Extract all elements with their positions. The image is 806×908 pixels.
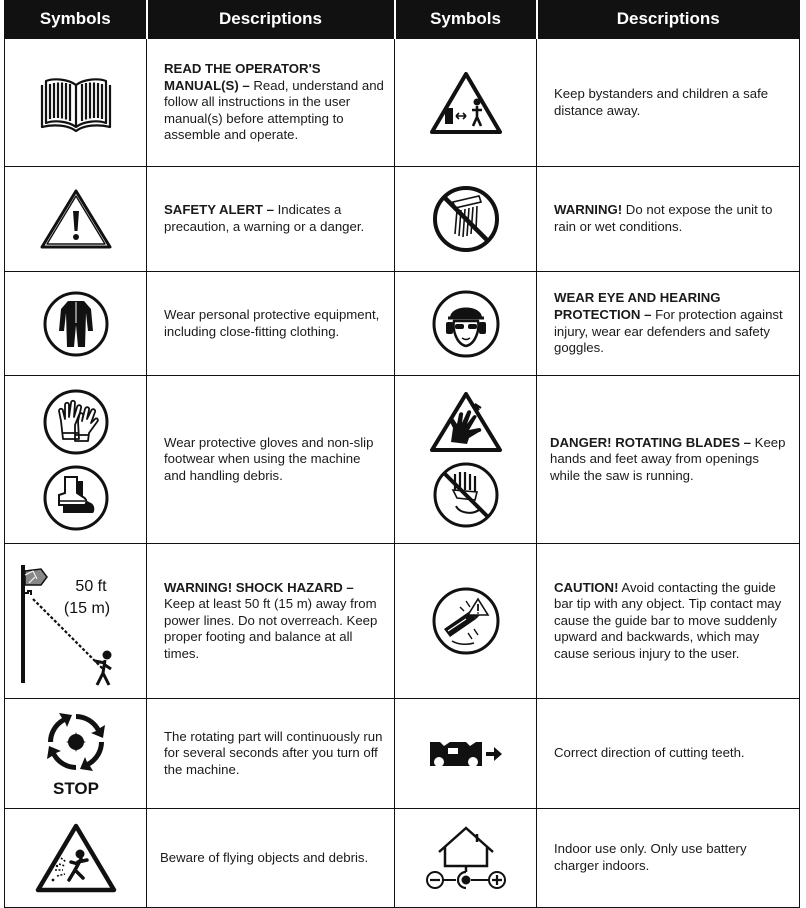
symbol-cell [5,544,147,699]
description-cell [537,699,800,809]
header-symbols-right: Symbols [395,0,537,39]
stop-label: STOP [52,778,99,798]
distance-m-label: (15 m) [63,600,110,617]
no-rain-icon [431,184,501,254]
bystanders-distance-icon [429,70,503,136]
description-cell [147,39,395,167]
description-text: Keep bystanders and children a safe distance away. [554,85,769,118]
description-text: The rotating part will continuously run for several seconds after you turn off the machine. [164,728,383,777]
header-row [5,0,800,39]
rotating-stop-icon [41,708,111,800]
description-cell [537,809,800,908]
symbol-cell [395,272,537,376]
header-descriptions-right: Descriptions [537,0,800,39]
symbol-cell [395,544,537,699]
description-cell [147,376,395,544]
safety-alert-icon [39,187,113,251]
description-bold: WEAR EYE AND HEARING PROTECTION – [554,290,721,322]
description-text: For protection against injury, wear ear defenders and safety goggles. [554,306,783,356]
description-text: Indoor use only. Only use battery charger indoors. [554,841,747,873]
symbol-cell [5,272,147,376]
symbol-cell [395,39,537,167]
symbol-cell [395,167,537,272]
description-cell [147,167,395,272]
description-text: Keep at least 50 ft (15 m) away from power lines. Do not overreach. Keep proper footing and balance at all times. [164,596,378,661]
description-text: Avoid contacting the guide bar tip with any object. Tip contact may cause the guide bar to move suddenly upward and backwards, which may cause serious injury to the user. [554,579,782,661]
boots-icon [41,463,111,533]
cutting-direction-icon [426,734,506,774]
description-bold: WARNING! SHOCK HAZARD – [164,579,354,595]
description-bold: SAFETY ALERT – [164,202,274,218]
header-descriptions-left: Descriptions [147,0,395,39]
description-text: Beware of flying objects and debris. [160,849,369,865]
description-cell [537,272,800,376]
description-cell [147,699,395,809]
description-text: Read, understand and follow all instructions in the user manual(s) before attempting to assemble and operate. [164,77,384,143]
table-row [5,809,800,908]
table-row [5,39,800,167]
description-bold: READ THE OPERATOR'S MANUAL(S) – [164,61,321,93]
description-bold: DANGER! ROTATING BLADES – [550,434,751,450]
description-cell [147,809,395,908]
indoor-charger-icon [421,822,511,894]
shock-hazard-icon [11,551,141,691]
symbol-cell [395,699,537,809]
description-text: Do not expose the unit to rain or wet conditions. [554,202,773,234]
description-cell [147,272,395,376]
description-text: Indicates a precaution, a warning or a danger. [164,202,365,234]
table-row [5,376,800,544]
description-text: Wear protective gloves and non-slip footwear when using the machine and handling debris. [164,434,374,483]
description-text: Wear personal protective equipment, including close-fitting clothing. [164,306,380,339]
kickback-caution-icon [430,585,502,657]
flying-objects-icon [35,822,117,894]
symbol-cell [395,376,537,544]
header-symbols-left: Symbols [5,0,147,39]
description-cell [537,39,800,167]
table-row [5,699,800,809]
description-cell [537,167,800,272]
eye-hearing-protection-icon [430,288,502,360]
safety-symbols-table [4,0,800,908]
description-text: Correct direction of cutting teeth. [554,745,745,761]
symbol-cell [5,167,147,272]
gloves-icon [41,387,111,457]
distance-ft-label: 50 ft [74,578,107,595]
symbol-cell [5,39,147,167]
symbol-cell [5,809,147,908]
operator-manual-book-icon [40,73,112,133]
description-cell [537,376,800,544]
symbol-cell [395,809,537,908]
rotating-blades-foot-icon [431,460,501,530]
rotating-blades-hand-icon [429,390,503,454]
description-bold: WARNING! [554,202,623,218]
symbol-cell [5,699,147,809]
description-text: Keep hands and feet away from openings while the saw is running. [550,434,786,483]
protective-clothing-icon [41,289,111,359]
description-cell [147,544,395,699]
table-row [5,167,800,272]
table-row [5,272,800,376]
symbol-cell [5,376,147,544]
description-cell [537,544,800,699]
table-row [5,544,800,699]
description-bold: CAUTION! [554,579,619,595]
